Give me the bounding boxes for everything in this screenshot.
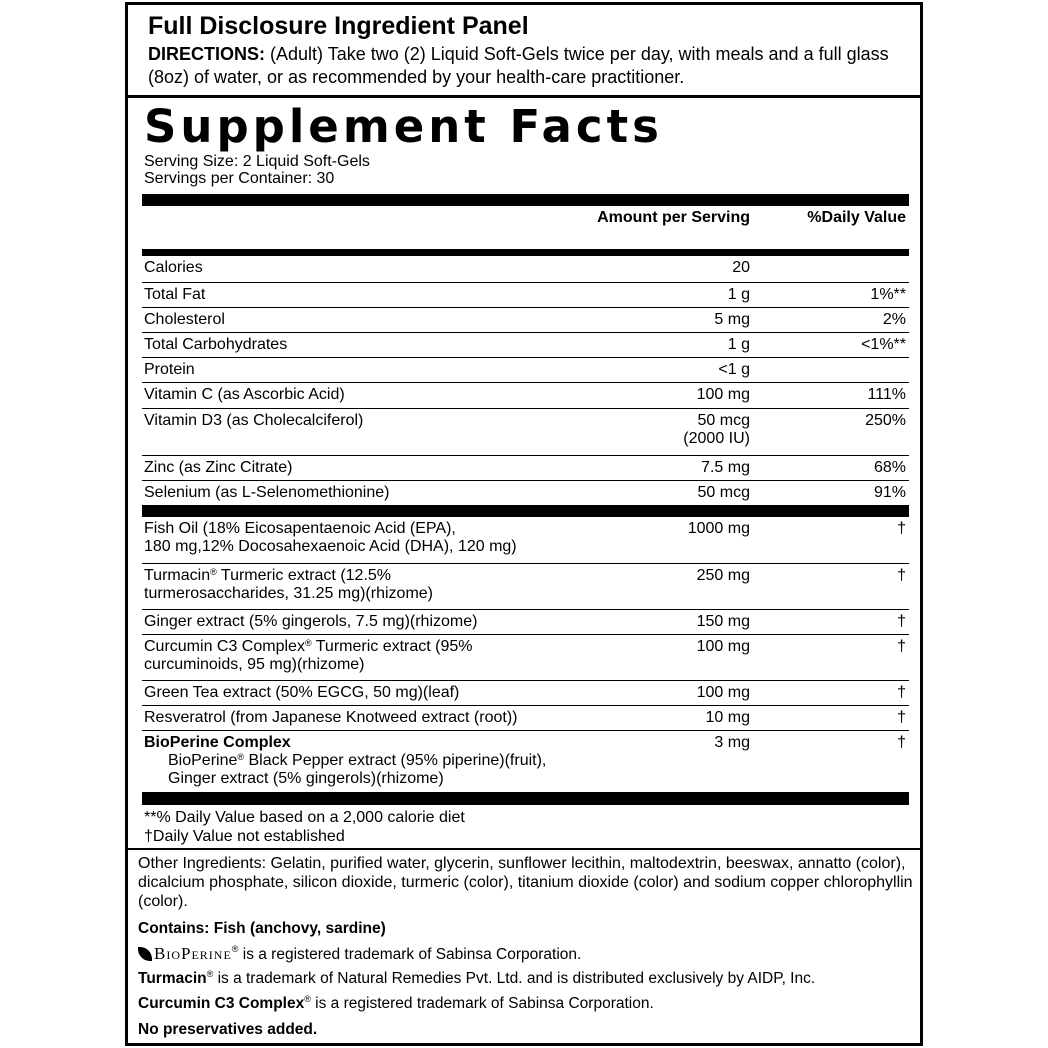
registered-mark: ® [231, 944, 239, 954]
registered-mark: ® [304, 638, 312, 648]
blend-name [144, 567, 433, 603]
table-row [142, 256, 909, 282]
table-row [142, 357, 909, 382]
table-row [142, 730, 909, 792]
nutrient-name: Cholesterol [144, 311, 225, 328]
curcumin-trademark [138, 994, 654, 1014]
blend-dv: † [897, 520, 906, 537]
table-row [142, 282, 909, 307]
nutrient-amount: 100 mg [696, 386, 750, 403]
blend-amount: 10 mg [705, 709, 750, 726]
blend-name [144, 520, 517, 556]
blend-line: Ginger extract (5% gingerols)(rhizome) [168, 770, 444, 787]
supplement-panel [125, 2, 923, 1046]
blend-dv: † [897, 638, 906, 655]
nutrient-dv: 2% [882, 311, 906, 328]
table-row [142, 480, 909, 505]
nutrient-name: Calories [144, 259, 203, 276]
bioperine-logo-text: BioPerine [154, 944, 232, 963]
blend-amount: 3 mg [714, 734, 750, 751]
blend-dv: † [897, 684, 906, 701]
registered-mark: ® [206, 969, 214, 979]
footnotes [144, 808, 465, 846]
blend-table [142, 517, 909, 792]
table-row [142, 563, 909, 609]
bioperine-trademark [138, 944, 581, 965]
table-row [142, 382, 909, 408]
dv-basis-note: **% Daily Value based on a 2,000 calorie diet [144, 809, 465, 826]
nutrient-amount: 50 mcg [697, 484, 750, 501]
daily-value-column-header: %Daily Value [807, 209, 906, 226]
table-row [142, 517, 909, 563]
blend-dv: † [897, 613, 906, 630]
trademark-text: is a registered trademark of Sabinsa Corporation. [310, 995, 654, 1012]
divider-bar [142, 194, 909, 206]
blend-name: Resveratrol (from Japanese Knotweed extract (root)) [144, 709, 518, 726]
amount-iu: (2000 IU) [683, 430, 750, 447]
nutrient-amount: 1 g [727, 286, 750, 303]
nutrient-amount: 5 mg [714, 311, 750, 328]
trademark-text: is a trademark of Natural Remedies Pvt. Ltd. and is distributed exclusively by AIDP, Inc. [213, 970, 816, 987]
nutrient-name: Total Fat [144, 286, 206, 303]
nutrient-name: Vitamin D3 (as Cholecalciferol) [144, 412, 364, 429]
preservatives-line [138, 1020, 317, 1040]
blend-amount: 250 mg [696, 567, 750, 584]
blend-name [144, 734, 546, 788]
table-row [142, 455, 909, 480]
nutrient-dv: 111% [867, 386, 906, 403]
blend-line: curcuminoids, 95 mg)(rhizome) [144, 656, 365, 673]
contains-text: Contains: Fish (anchovy, sardine) [138, 920, 386, 937]
blend-dv: † [897, 567, 906, 584]
table-row [142, 307, 909, 332]
blend-line: Turmeric extract (12.5% [216, 567, 392, 584]
nutrient-amount: <1 g [718, 361, 750, 378]
preservatives-text: No preservatives added. [138, 1021, 318, 1038]
blend-line: 180 mg,12% Docosahexaenoic Acid (DHA), 120 mg) [144, 538, 517, 555]
nutrient-table [142, 256, 909, 505]
contains-line [138, 919, 386, 939]
divider-bar [142, 249, 909, 256]
nutrient-dv: 250% [865, 412, 906, 429]
blend-name [144, 638, 473, 674]
curcumin-brand: Curcumin C3 Complex [138, 995, 305, 1012]
nutrient-amount: 1 g [727, 336, 750, 353]
disclosure-header [128, 5, 920, 98]
table-row [142, 705, 909, 730]
table-row [142, 634, 909, 680]
servings-per-container: Servings per Container: 30 [144, 170, 335, 187]
serving-info [144, 153, 370, 187]
blend-amount: 100 mg [696, 684, 750, 701]
registered-mark: ® [237, 752, 245, 762]
directions [148, 43, 920, 89]
blend-amount: 100 mg [696, 638, 750, 655]
blend-line [144, 752, 546, 770]
amount-column-header: Amount per Serving [597, 209, 750, 226]
brand-bioperine: BioPerine [168, 752, 238, 769]
nutrient-name: Vitamin C (as Ascorbic Acid) [144, 386, 345, 403]
nutrient-dv: 91% [873, 484, 906, 501]
directions-label: DIRECTIONS: [148, 44, 265, 64]
blend-name: Ginger extract (5% gingerols, 7.5 mg)(rhizome) [144, 613, 478, 630]
table-row [142, 332, 909, 357]
nutrient-name: Protein [144, 361, 195, 378]
leaf-icon [138, 947, 152, 961]
nutrient-dv: <1%** [861, 336, 906, 353]
panel-title: Full Disclosure Ingredient Panel [148, 12, 529, 40]
table-row [142, 609, 909, 634]
blend-name: Green Tea extract (50% EGCG, 50 mg)(leaf) [144, 684, 460, 701]
nutrient-amount [588, 412, 750, 448]
blend-dv: † [897, 709, 906, 726]
nutrient-dv: 1%** [870, 286, 906, 303]
trademark-text: is a registered trademark of Sabinsa Corporation. [238, 946, 582, 963]
blend-amount: 150 mg [696, 613, 750, 630]
table-row [142, 680, 909, 705]
table-row [142, 408, 909, 455]
registered-mark: ® [304, 994, 311, 1004]
blend-line: Fish Oil (18% Eicosapentaenoic Acid (EPA), [144, 520, 456, 537]
blend-line: Black Pepper extract (95% piperine)(fruit), [244, 752, 547, 769]
other-ingredients: Other Ingredients: Gelatin, purified water, glycerin, sunflower lecithin, maltodextrin, beeswax, annatto (color), dicalcium phosphate, silicon dioxide, turmeric (color), titanium dioxide (color) and sodium copper chlorophyllin (color). [138, 855, 913, 910]
nutrient-amount: 20 [732, 259, 750, 276]
nutrient-amount: 7.5 mg [701, 459, 750, 476]
registered-mark: ® [210, 567, 217, 577]
blend-line: Turmeric extract (95% [311, 638, 473, 655]
section-divider [128, 848, 920, 850]
divider-bar [142, 792, 909, 805]
blend-line: turmerosaccharides, 31.25 mg)(rhizome) [144, 585, 433, 602]
directions-text: (Adult) Take two (2) Liquid Soft-Gels twice per day, with meals and a full glass (8oz) of water, or as recommended by your health-care practitioner. [148, 44, 889, 87]
divider-bar [142, 505, 909, 517]
blend-dv: † [897, 734, 906, 751]
serving-size: Serving Size: 2 Liquid Soft-Gels [144, 153, 370, 170]
dv-not-established-note: †Daily Value not established [144, 828, 345, 845]
blend-amount: 1000 mg [687, 520, 750, 537]
turmacin-brand: Turmacin [138, 970, 207, 987]
nutrient-name: Zinc (as Zinc Citrate) [144, 459, 293, 476]
supplement-facts-title: Supplement Facts [144, 100, 663, 153]
brand-curcumin: Curcumin C3 Complex [144, 638, 305, 655]
turmacin-trademark [138, 969, 815, 989]
nutrient-name: Selenium (as L-Selenomethionine) [144, 484, 390, 501]
amount-mcg: 50 mcg [697, 412, 750, 429]
nutrient-dv: 68% [873, 459, 906, 476]
brand-turmacin: Turmacin [144, 567, 211, 584]
bioperine-complex-title: BioPerine Complex [144, 734, 291, 751]
nutrient-name: Total Carbohydrates [144, 336, 288, 353]
